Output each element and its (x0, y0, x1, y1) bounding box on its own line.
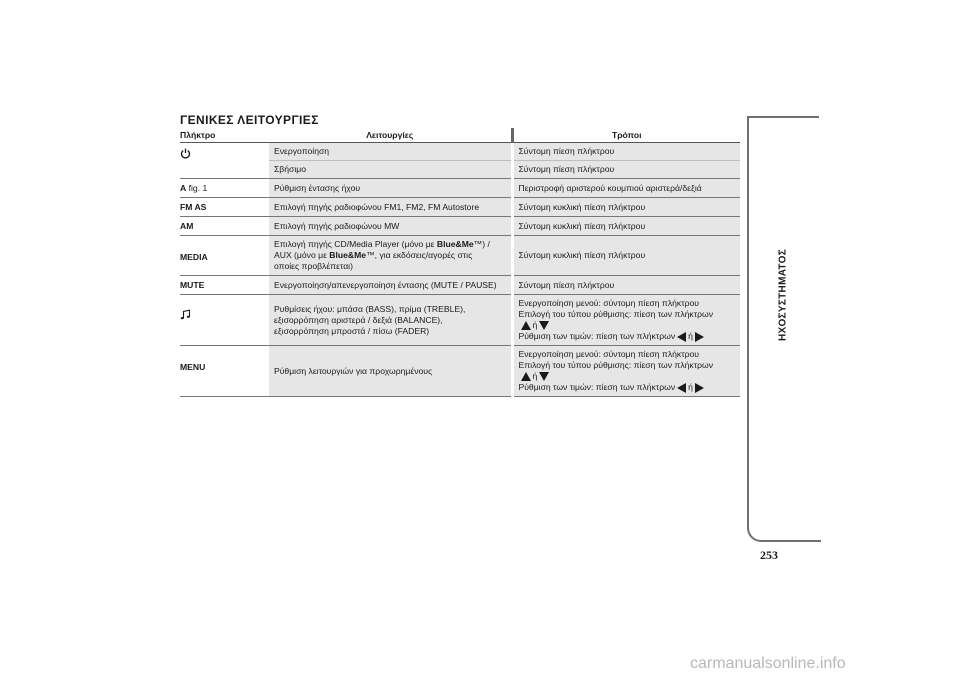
function-cell: Ενεργοποίηση/απενεργοποίηση έντασης (MUTE / PAUSE) (269, 276, 512, 295)
brand-text: Blue&Me (329, 250, 367, 260)
method-line: Ενεργοποίηση μενού: σύντομη πίεση πλήκτρου (518, 298, 699, 308)
method-cell: Περιστροφή αριστερού κουμπιού αριστερά/δεξιά (512, 179, 740, 198)
method-line: Επιλογή του τύπου ρύθμισης: πίεση των πλήκτρων (518, 309, 714, 319)
text-part: ™, για εκδόσεις/αγορές στις (366, 250, 473, 260)
function-cell: Ενεργοποίηση (269, 143, 512, 161)
triangle-left-icon (677, 383, 686, 393)
or-text: ή (532, 371, 538, 381)
function-cell: Σβήσιμο (269, 161, 512, 179)
key-cell: FM AS (180, 202, 207, 212)
method-line (519, 320, 736, 331)
key-note: fig. 1 (186, 183, 208, 193)
triangle-down-icon (539, 372, 549, 381)
triangle-up-icon (521, 321, 531, 330)
chapter-label (775, 240, 791, 350)
or-text: ή (532, 320, 538, 330)
chapter-label-text: ΗΧΟΣΥΣΤΗΜΑΤΟΣ (777, 248, 789, 342)
or-text: ή (688, 331, 693, 341)
method-cell: Σύντομη πίεση πλήκτρου (512, 143, 740, 161)
key-cell (180, 143, 269, 179)
sidebar-top-rule (747, 116, 819, 118)
section-title: ΓΕΝΙΚΕΣ ΛΕΙΤΟΥΡΓΙΕΣ (180, 113, 319, 127)
key-cell: MEDIA (180, 252, 208, 262)
triangle-up-icon (521, 372, 531, 381)
controls-table (180, 128, 740, 397)
key-cell (180, 295, 269, 346)
key-label: A (180, 183, 187, 193)
table-row (180, 179, 740, 198)
triangle-left-icon (677, 332, 686, 342)
function-cell: Ρύθμιση λειτουργιών για προχωρημένους (269, 346, 512, 397)
method-cell: Σύντομη κυκλική πίεση πλήκτρου (512, 217, 740, 236)
text-part: ™) / (473, 239, 490, 249)
triangle-right-icon (695, 383, 704, 393)
method-line: Ενεργοποίηση μενού: σύντομη πίεση πλήκτρου (518, 349, 699, 359)
function-cell (269, 295, 512, 346)
function-line (274, 239, 506, 250)
method-cell: Σύντομη πίεση πλήκτρου (512, 161, 740, 179)
power-icon (180, 148, 191, 159)
music-note-icon (180, 309, 191, 320)
method-cell (512, 346, 740, 397)
function-line (274, 250, 506, 261)
method-line (519, 382, 736, 393)
page-number: 253 (760, 548, 778, 562)
text-part: Ρύθμιση των τιμών: πίεση των πλήκτρων (518, 331, 676, 341)
function-cell: Επιλογή πηγής ραδιοφώνου MW (269, 217, 512, 236)
function-cell: Ρύθμιση έντασης ήχου (269, 179, 512, 198)
method-cell: Σύντομη κυκλική πίεση πλήκτρου (512, 198, 740, 217)
function-line: οποίες προβλέπεται) (274, 261, 353, 271)
method-line (519, 331, 736, 342)
text-part: Επιλογή πηγής CD/Media Player (μόνο με (274, 239, 437, 249)
function-cell (269, 236, 512, 276)
header-method: Τρόποι (512, 128, 740, 143)
function-line: εξισορρόπηση μπροστά / πίσω (FADER) (274, 325, 430, 336)
watermark: carmanualsonline.info (690, 655, 846, 672)
header-key: Πλήκτρο (180, 128, 269, 143)
triangle-right-icon (695, 332, 704, 342)
key-cell: AM (180, 221, 194, 231)
brand-text: Blue&Me (436, 239, 474, 249)
key-cell: MENU (180, 362, 206, 372)
method-cell (512, 295, 740, 346)
table-row (180, 236, 740, 276)
triangle-down-icon (539, 321, 549, 330)
method-line (519, 371, 736, 382)
or-text: ή (688, 382, 693, 392)
header-function: Λειτουργίες (269, 128, 512, 143)
key-cell (180, 179, 269, 198)
function-cell: Επιλογή πηγής ραδιοφώνου FM1, FM2, FM Autostore (269, 198, 512, 217)
table-row (180, 346, 740, 397)
function-line: εξισορρόπηση αριστερά / δεξιά (BALANCE), (274, 314, 443, 325)
table-row (180, 217, 740, 236)
function-line: Ρυθμίσεις ήχου: μπάσα (BASS), πρίμα (TREBLE), (274, 303, 466, 314)
key-cell: MUTE (180, 280, 205, 290)
text-part: AUX (μόνο με (274, 250, 330, 260)
method-line: Επιλογή του τύπου ρύθμισης: πίεση των πλήκτρων (518, 360, 714, 370)
table-row (180, 198, 740, 217)
table-row (180, 295, 740, 346)
method-cell: Σύντομη κυκλική πίεση πλήκτρου (512, 236, 740, 276)
table-row (180, 143, 740, 161)
table-row (180, 276, 740, 295)
method-cell: Σύντομη πίεση πλήκτρου (512, 276, 740, 295)
text-part: Ρύθμιση των τιμών: πίεση των πλήκτρων (518, 382, 676, 392)
